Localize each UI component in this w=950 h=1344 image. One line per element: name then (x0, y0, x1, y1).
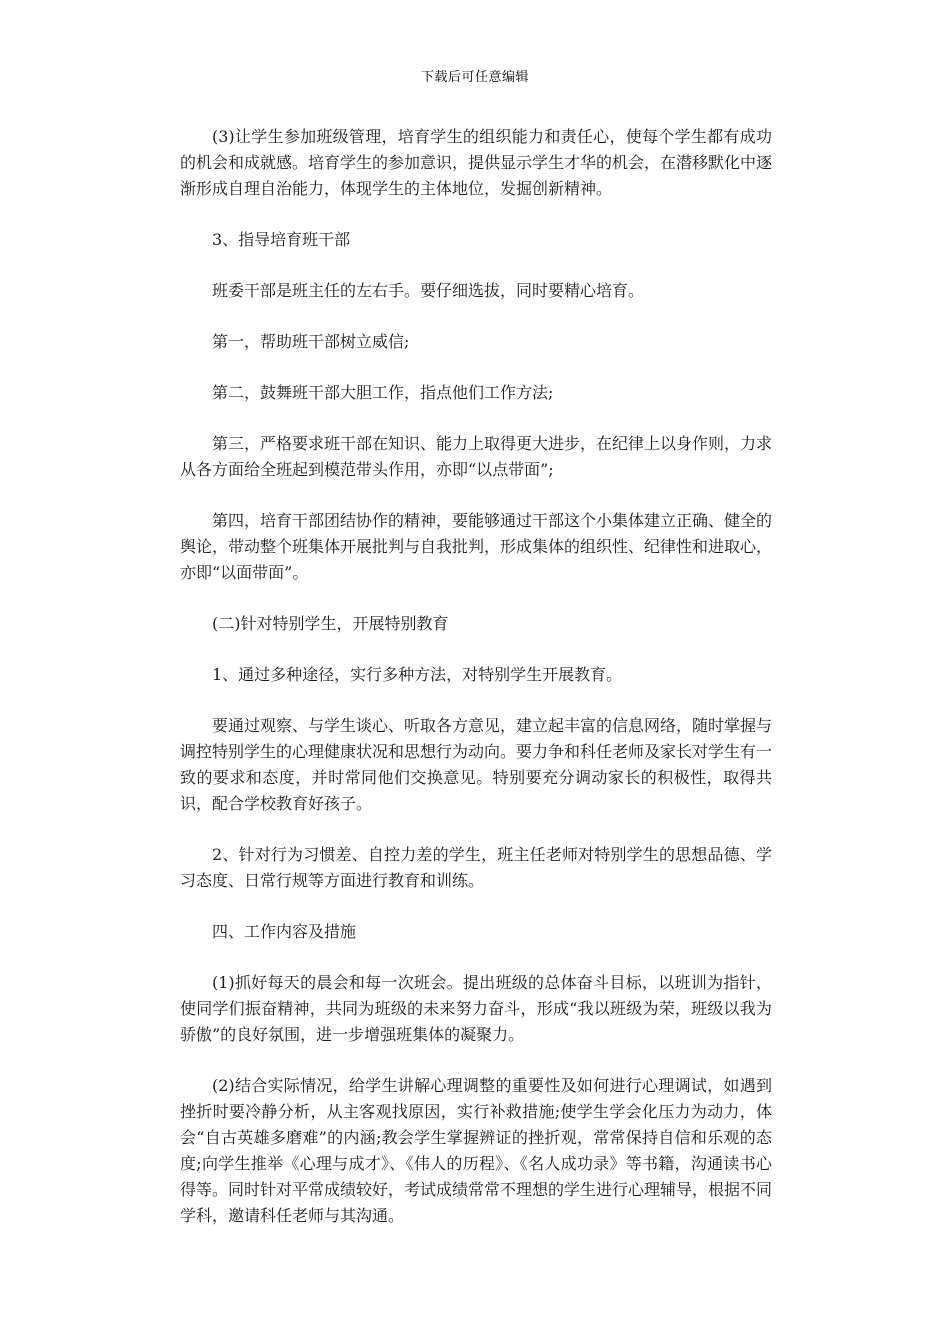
document-body (180, 124, 772, 1229)
paragraph-multiple-approaches: 1、通过多种途径，实行多种方法，对特别学生开展教育。 (212, 665, 623, 684)
paragraph-fourth: 第四，培育干部团结协作的精神，要能够通过干部这个小集体建立正确、健全的舆论，带动整个班集体开展批判与自我批判，形成集体的组织性、纪律性和进取心，亦即“以面带面”。 (180, 511, 773, 582)
paragraph-behavior-training: 2、针对行为习惯差、自控力差的学生，班主任老师对特别学生的思想品德、学习态度、日常行规等方面进行教育和训练。 (180, 845, 772, 890)
paragraph-morning-meetings: (1)抓好每天的晨会和每一次班会。提出班级的总体奋斗目标，以班训为指针，使同学们振奋精神，共同为班级的未来努力奋斗，形成“我以班级为荣，班级以我为骄傲”的良好氛围，进一步增强班集体的凝聚力。 (180, 973, 772, 1044)
paragraph-second: 第二，鼓舞班干部大胆工作，指点他们工作方法; (212, 383, 554, 402)
paragraph-cadres-intro: 班委干部是班主任的左右手。要仔细选拔，同时要精心培育。 (212, 281, 645, 300)
paragraph-first: 第一，帮助班干部树立威信; (212, 332, 410, 351)
heading-train-class-cadres: 3、指导培育班干部 (212, 230, 351, 249)
paragraph-observation-network: 要通过观察、与学生谈心、听取各方意见，建立起丰富的信息网络，随时掌握与调控特别学生的心理健康状况和思想行为动向。要力争和科任老师及家长对学生有一致的要求和态度，并时常同他们交换意见。特别要充分调动家长的积极性，取得共识，配合学校教育好孩子。 (180, 716, 773, 813)
heading-work-content-measures: 四、工作内容及措施 (212, 922, 357, 941)
paragraph-third: 第三，严格要求班干部在知识、能力上取得更大进步，在纪律上以身作则，力求从各方面给全班起到模范带头作用，亦即“以点带面”; (180, 434, 773, 479)
page-header: 下载后可任意编辑 (420, 70, 529, 85)
paragraph-class-management: (3)让学生参加班级管理，培育学生的组织能力和责任心，使每个学生都有成功的机会和成就感。培育学生的参加意识，提供显示学生才华的机会，在潜移默化中逐渐形成自理自治能力，体现学生的主体地位，发掘创新精神。 (180, 127, 773, 198)
heading-special-students: (二)针对特别学生，开展特别教育 (212, 614, 449, 633)
paragraph-psychological-guidance: (2)结合实际情况，给学生讲解心理调整的重要性及如何进行心理调试，如遇到挫折时要冷静分析，从主客观找原因，实行补救措施;使学生学会化压力为动力，体会“自古英雄多磨难”的内涵;教会学生掌握辨证的挫折观，常常保持自信和乐观的态度;向学生推举《心理与成才》、《伟人的历程》、《名人成功录》等书籍，沟通读书心得等。同时针对平常成绩较好，考试成绩常常不理想的学生进行心理辅导，根据不同学科，邀请科任老师与其沟通。 (180, 1076, 773, 1225)
